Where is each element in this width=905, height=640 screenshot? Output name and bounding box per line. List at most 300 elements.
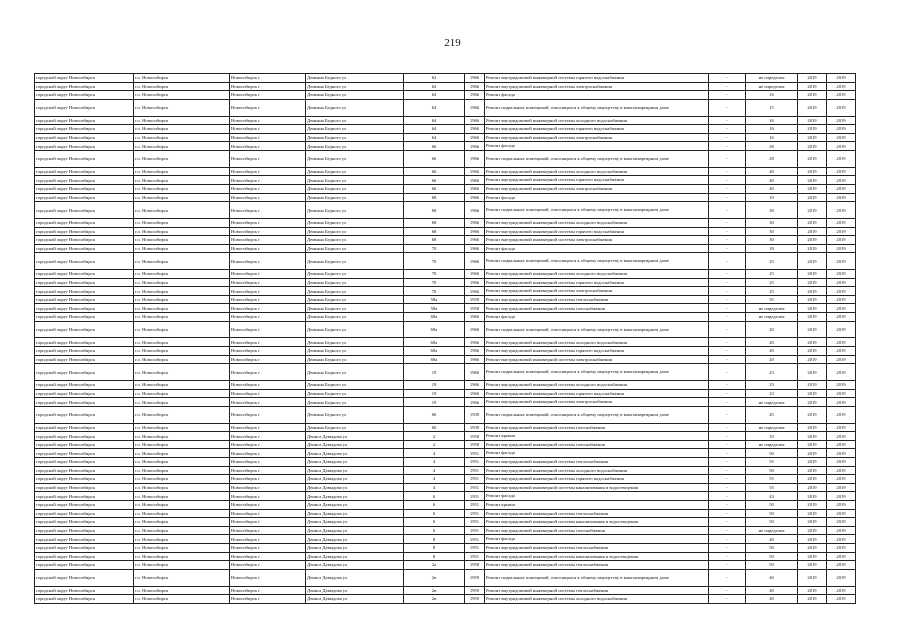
cost-cell: 50 bbox=[746, 466, 798, 475]
plan-year-end-cell: 2019 bbox=[827, 440, 856, 449]
table-row bbox=[35, 423, 856, 432]
plan-year-start-cell: 2019 bbox=[798, 125, 827, 134]
cost-cell: 16 bbox=[746, 133, 798, 142]
table-row bbox=[35, 82, 856, 91]
dash-cell: - bbox=[709, 595, 746, 604]
district-cell: городской округ Новосибирск bbox=[35, 176, 134, 185]
dash-cell: - bbox=[709, 338, 746, 347]
street-cell: Демьяна Бедного ул bbox=[306, 321, 404, 338]
district-cell: городской округ Новосибирск bbox=[35, 543, 134, 552]
plan-year-end-cell: 2019 bbox=[827, 552, 856, 561]
plan-year-start-cell: 2019 bbox=[798, 176, 827, 185]
dash-cell: - bbox=[709, 440, 746, 449]
house-number-cell: 4 bbox=[404, 457, 465, 466]
street-cell: Дениса Давыдова ул bbox=[306, 526, 404, 535]
work-type-cell: Ремонт внутридомовой инженерной системы электроснабжения bbox=[485, 133, 709, 142]
dash-cell: - bbox=[709, 295, 746, 304]
house-number-cell: 68 bbox=[404, 236, 465, 245]
district-cell: городской округ Новосибирск bbox=[35, 184, 134, 193]
plan-year-start-cell: 2019 bbox=[798, 193, 827, 202]
work-type-cell: Ремонт внутридомовой инженерной системы газоснабжения bbox=[485, 440, 709, 449]
plan-year-start-cell: 2019 bbox=[798, 244, 827, 253]
municipality-cell: г.о. Новосибирск bbox=[134, 406, 230, 423]
house-number-cell: 19 bbox=[404, 364, 465, 381]
municipality-cell: г.о. Новосибирск bbox=[134, 253, 230, 270]
city-cell: Новосибирск г bbox=[230, 483, 306, 492]
house-number-cell: 2в bbox=[404, 569, 465, 586]
house-number-cell: 8 bbox=[404, 552, 465, 561]
street-cell: Демьяна Бедного ул bbox=[306, 133, 404, 142]
city-cell: Новосибирск г bbox=[230, 552, 306, 561]
municipality-cell: г.о. Новосибирск bbox=[134, 270, 230, 279]
plan-year-end-cell: 2019 bbox=[827, 518, 856, 527]
work-type-cell: Ремонт внутридомовой инженерной системы холодного водоснабжения bbox=[485, 466, 709, 475]
district-cell: городской округ Новосибирск bbox=[35, 167, 134, 176]
district-cell: городской округ Новосибирск bbox=[35, 509, 134, 518]
table-row bbox=[35, 295, 856, 304]
district-cell: городской округ Новосибирск bbox=[35, 586, 134, 595]
plan-year-end-cell: 2019 bbox=[827, 321, 856, 338]
plan-year-end-cell: 2019 bbox=[827, 253, 856, 270]
build-year-cell: 1951 bbox=[465, 500, 485, 509]
work-type-cell: Ремонт внутридомовой инженерной системы холодного водоснабжения bbox=[485, 381, 709, 390]
district-cell: городской округ Новосибирск bbox=[35, 364, 134, 381]
cost-cell: 10 bbox=[746, 432, 798, 441]
table-row bbox=[35, 278, 856, 287]
work-type-cell: Ремонт внутридомовой инженерной системы электроснабжения bbox=[485, 287, 709, 296]
street-cell: Демьяна Бедного ул bbox=[306, 287, 404, 296]
municipality-cell: г.о. Новосибирск bbox=[134, 364, 230, 381]
build-year-cell: 1966 bbox=[465, 355, 485, 364]
plan-year-start-cell: 2019 bbox=[798, 270, 827, 279]
build-year-cell: 1966 bbox=[465, 227, 485, 236]
plan-year-start-cell: 2019 bbox=[798, 381, 827, 390]
house-number-cell: 62 bbox=[404, 82, 465, 91]
cost-cell: 16 bbox=[746, 116, 798, 125]
street-cell: Дениса Давыдова ул bbox=[306, 552, 404, 561]
dash-cell: - bbox=[709, 202, 746, 219]
dash-cell: - bbox=[709, 167, 746, 176]
plan-year-start-cell: 2019 bbox=[798, 457, 827, 466]
table-row bbox=[35, 535, 856, 544]
street-cell: Демьяна Бедного ул bbox=[306, 142, 404, 151]
district-cell: городской округ Новосибирск bbox=[35, 595, 134, 604]
plan-year-end-cell: 2019 bbox=[827, 278, 856, 287]
district-cell: городской округ Новосибирск bbox=[35, 347, 134, 356]
city-cell: Новосибирск г bbox=[230, 561, 306, 570]
dash-cell: - bbox=[709, 381, 746, 390]
house-number-cell: 64 bbox=[404, 91, 465, 100]
build-year-cell: 1959 bbox=[465, 586, 485, 595]
city-cell: Новосибирск г bbox=[230, 287, 306, 296]
dash-cell: - bbox=[709, 355, 746, 364]
district-cell: городской округ Новосибирск bbox=[35, 99, 134, 116]
build-year-cell: 1966 bbox=[465, 218, 485, 227]
city-cell: Новосибирск г bbox=[230, 355, 306, 364]
city-cell: Новосибирск г bbox=[230, 475, 306, 484]
build-year-cell: 1939 bbox=[465, 406, 485, 423]
plan-year-end-cell: 2019 bbox=[827, 202, 856, 219]
plan-year-start-cell: 2019 bbox=[798, 99, 827, 116]
street-cell: Демьяна Бедного ул bbox=[306, 364, 404, 381]
city-cell: Новосибирск г bbox=[230, 595, 306, 604]
work-type-cell: Ремонт внутридомовой инженерной системы холодного водоснабжения bbox=[485, 338, 709, 347]
work-type-cell: Ремонт внутридомовой инженерной системы электроснабжения bbox=[485, 184, 709, 193]
table-row bbox=[35, 543, 856, 552]
dash-cell: - bbox=[709, 142, 746, 151]
work-type-cell: Ремонт внутридомовой инженерной системы холодного водоснабжения bbox=[485, 595, 709, 604]
house-number-cell: 64 bbox=[404, 125, 465, 134]
city-cell: Новосибирск г bbox=[230, 338, 306, 347]
work-type-cell: Ремонт внутридомовой инженерной системы теплоснабжения bbox=[485, 543, 709, 552]
house-number-cell: 62 bbox=[404, 74, 465, 83]
city-cell: Новосибирск г bbox=[230, 202, 306, 219]
plan-year-start-cell: 2019 bbox=[798, 492, 827, 501]
district-cell: городской округ Новосибирск bbox=[35, 244, 134, 253]
municipality-cell: г.о. Новосибирск bbox=[134, 475, 230, 484]
city-cell: Новосибирск г bbox=[230, 150, 306, 167]
plan-year-end-cell: 2019 bbox=[827, 398, 856, 407]
house-number-cell: 66 bbox=[404, 167, 465, 176]
plan-year-start-cell: 2019 bbox=[798, 227, 827, 236]
cost-cell: 50 bbox=[746, 543, 798, 552]
city-cell: Новосибирск г bbox=[230, 543, 306, 552]
dash-cell: - bbox=[709, 389, 746, 398]
district-cell: городской округ Новосибирск bbox=[35, 406, 134, 423]
build-year-cell: 1951 bbox=[465, 543, 485, 552]
plan-year-end-cell: 2019 bbox=[827, 381, 856, 390]
street-cell: Демьяна Бедного ул bbox=[306, 347, 404, 356]
dash-cell: - bbox=[709, 278, 746, 287]
table-row bbox=[35, 381, 856, 390]
house-number-cell: 68а bbox=[404, 313, 465, 322]
work-type-cell: Ремонт внутридомовой инженерной системы электроснабжения bbox=[485, 355, 709, 364]
plan-year-start-cell: 2019 bbox=[798, 218, 827, 227]
street-cell: Дениса Давыдова ул bbox=[306, 466, 404, 475]
table-row bbox=[35, 526, 856, 535]
plan-year-end-cell: 2019 bbox=[827, 125, 856, 134]
dash-cell: - bbox=[709, 526, 746, 535]
house-number-cell: 2 bbox=[404, 432, 465, 441]
build-year-cell: 1966 bbox=[465, 184, 485, 193]
plan-year-start-cell: 2019 bbox=[798, 423, 827, 432]
municipality-cell: г.о. Новосибирск bbox=[134, 561, 230, 570]
work-type-cell: Ремонт фасада bbox=[485, 492, 709, 501]
house-number-cell: 19 bbox=[404, 398, 465, 407]
build-year-cell: 1966 bbox=[465, 125, 485, 134]
house-number-cell: 66 bbox=[404, 176, 465, 185]
work-type-cell: Ремонт подвальных помещений, относящихся к общему имуществу в многоквартирном доме bbox=[485, 406, 709, 423]
municipality-cell: г.о. Новосибирск bbox=[134, 569, 230, 586]
dash-cell: - bbox=[709, 133, 746, 142]
build-year-cell: 1966 bbox=[465, 364, 485, 381]
table-row bbox=[35, 561, 856, 570]
table-row bbox=[35, 432, 856, 441]
table-row bbox=[35, 518, 856, 527]
cost-cell: 50 bbox=[746, 561, 798, 570]
municipality-cell: г.о. Новосибирск bbox=[134, 509, 230, 518]
dash-cell: - bbox=[709, 457, 746, 466]
table-row bbox=[35, 364, 856, 381]
plan-year-start-cell: 2019 bbox=[798, 595, 827, 604]
plan-year-end-cell: 2019 bbox=[827, 227, 856, 236]
city-cell: Новосибирск г bbox=[230, 569, 306, 586]
street-cell: Демьяна Бедного ул bbox=[306, 74, 404, 83]
street-cell: Демьяна Бедного ул bbox=[306, 253, 404, 270]
dash-cell: - bbox=[709, 406, 746, 423]
cost-cell: 25 bbox=[746, 270, 798, 279]
street-cell: Дениса Давыдова ул bbox=[306, 483, 404, 492]
build-year-cell: 1966 bbox=[465, 193, 485, 202]
district-cell: городской округ Новосибирск bbox=[35, 389, 134, 398]
city-cell: Новосибирск г bbox=[230, 518, 306, 527]
municipality-cell: г.о. Новосибирск bbox=[134, 218, 230, 227]
house-number-cell: 68 bbox=[404, 202, 465, 219]
municipality-cell: г.о. Новосибирск bbox=[134, 278, 230, 287]
street-cell: Дениса Давыдова ул bbox=[306, 457, 404, 466]
work-type-cell: Ремонт внутридомовой инженерной системы теплоснабжения bbox=[485, 561, 709, 570]
table-row bbox=[35, 116, 856, 125]
municipality-cell: г.о. Новосибирск bbox=[134, 543, 230, 552]
plan-year-end-cell: 2019 bbox=[827, 218, 856, 227]
plan-year-start-cell: 2019 bbox=[798, 475, 827, 484]
table-row bbox=[35, 176, 856, 185]
plan-year-start-cell: 2019 bbox=[798, 466, 827, 475]
plan-year-start-cell: 2019 bbox=[798, 440, 827, 449]
district-cell: городской округ Новосибирск bbox=[35, 475, 134, 484]
plan-year-end-cell: 2019 bbox=[827, 304, 856, 313]
table-row bbox=[35, 338, 856, 347]
build-year-cell: 1966 bbox=[465, 99, 485, 116]
district-cell: городской округ Новосибирск bbox=[35, 304, 134, 313]
work-type-cell: Ремонт подвальных помещений, относящихся к общему имуществу в многоквартирном доме bbox=[485, 364, 709, 381]
city-cell: Новосибирск г bbox=[230, 236, 306, 245]
dash-cell: - bbox=[709, 509, 746, 518]
plan-year-end-cell: 2019 bbox=[827, 432, 856, 441]
house-number-cell: 19 bbox=[404, 381, 465, 390]
dash-cell: - bbox=[709, 313, 746, 322]
city-cell: Новосибирск г bbox=[230, 99, 306, 116]
city-cell: Новосибирск г bbox=[230, 176, 306, 185]
work-type-cell: Ремонт внутридомовой инженерной системы горячего водоснабжения bbox=[485, 125, 709, 134]
dash-cell: - bbox=[709, 116, 746, 125]
plan-year-start-cell: 2019 bbox=[798, 82, 827, 91]
street-cell: Демьяна Бедного ул bbox=[306, 278, 404, 287]
district-cell: городской округ Новосибирск bbox=[35, 295, 134, 304]
plan-year-end-cell: 2019 bbox=[827, 142, 856, 151]
street-cell: Дениса Давыдова ул bbox=[306, 449, 404, 458]
dash-cell: - bbox=[709, 364, 746, 381]
plan-year-end-cell: 2019 bbox=[827, 347, 856, 356]
plan-year-end-cell: 2019 bbox=[827, 509, 856, 518]
municipality-cell: г.о. Новосибирск bbox=[134, 244, 230, 253]
dash-cell: - bbox=[709, 492, 746, 501]
city-cell: Новосибирск г bbox=[230, 406, 306, 423]
city-cell: Новосибирск г bbox=[230, 142, 306, 151]
city-cell: Новосибирск г bbox=[230, 457, 306, 466]
city-cell: Новосибирск г bbox=[230, 227, 306, 236]
work-type-cell: Ремонт внутридомовой инженерной системы холодного водоснабжения bbox=[485, 167, 709, 176]
house-number-cell: 68 bbox=[404, 227, 465, 236]
municipality-cell: г.о. Новосибирск bbox=[134, 500, 230, 509]
house-number-cell: 70 bbox=[404, 244, 465, 253]
work-type-cell: Ремонт внутридомовой инженерной системы горячего водоснабжения bbox=[485, 176, 709, 185]
work-type-cell: Ремонт внутридомовой инженерной системы горячего водоснабжения bbox=[485, 227, 709, 236]
city-cell: Новосибирск г bbox=[230, 364, 306, 381]
build-year-cell: 1966 bbox=[465, 150, 485, 167]
plan-year-start-cell: 2019 bbox=[798, 432, 827, 441]
city-cell: Новосибирск г bbox=[230, 449, 306, 458]
city-cell: Новосибирск г bbox=[230, 432, 306, 441]
street-cell: Дениса Давыдова ул bbox=[306, 492, 404, 501]
house-number-cell: 68а bbox=[404, 355, 465, 364]
dash-cell: - bbox=[709, 82, 746, 91]
city-cell: Новосибирск г bbox=[230, 193, 306, 202]
plan-year-end-cell: 2019 bbox=[827, 270, 856, 279]
build-year-cell: 1951 bbox=[465, 552, 485, 561]
municipality-cell: г.о. Новосибирск bbox=[134, 287, 230, 296]
house-number-cell: 4 bbox=[404, 449, 465, 458]
district-cell: городской округ Новосибирск bbox=[35, 227, 134, 236]
build-year-cell: 1958 bbox=[465, 304, 485, 313]
table-row bbox=[35, 389, 856, 398]
street-cell: Демьяна Бедного ул bbox=[306, 406, 404, 423]
plan-year-end-cell: 2019 bbox=[827, 133, 856, 142]
house-number-cell: 66 bbox=[404, 142, 465, 151]
street-cell: Демьяна Бедного ул bbox=[306, 99, 404, 116]
district-cell: городской округ Новосибирск bbox=[35, 253, 134, 270]
district-cell: городской округ Новосибирск bbox=[35, 82, 134, 91]
cost-cell: 25 bbox=[746, 278, 798, 287]
municipality-cell: г.о. Новосибирск bbox=[134, 304, 230, 313]
municipality-cell: г.о. Новосибирск bbox=[134, 518, 230, 527]
street-cell: Демьяна Бедного ул bbox=[306, 193, 404, 202]
municipality-cell: г.о. Новосибирск bbox=[134, 193, 230, 202]
city-cell: Новосибирск г bbox=[230, 253, 306, 270]
plan-year-start-cell: 2019 bbox=[798, 347, 827, 356]
work-type-cell: Ремонт внутридомовой инженерной системы теплоснабжения bbox=[485, 509, 709, 518]
plan-year-start-cell: 2019 bbox=[798, 509, 827, 518]
cost-cell: 30 bbox=[746, 227, 798, 236]
cost-cell: 20 bbox=[746, 347, 798, 356]
municipality-cell: г.о. Новосибирск bbox=[134, 321, 230, 338]
district-cell: городской округ Новосибирск bbox=[35, 381, 134, 390]
plan-year-end-cell: 2019 bbox=[827, 91, 856, 100]
street-cell: Демьяна Бедного ул bbox=[306, 338, 404, 347]
city-cell: Новосибирск г bbox=[230, 466, 306, 475]
plan-year-end-cell: 2019 bbox=[827, 176, 856, 185]
plan-year-start-cell: 2019 bbox=[798, 518, 827, 527]
dash-cell: - bbox=[709, 176, 746, 185]
work-type-cell: Ремонт внутридомовой инженерной системы горячего водоснабжения bbox=[485, 74, 709, 83]
district-cell: городской округ Новосибирск bbox=[35, 432, 134, 441]
plan-year-start-cell: 2019 bbox=[798, 449, 827, 458]
plan-year-start-cell: 2019 bbox=[798, 355, 827, 364]
municipality-cell: г.о. Новосибирск bbox=[134, 595, 230, 604]
plan-year-start-cell: 2019 bbox=[798, 91, 827, 100]
build-year-cell: 1939 bbox=[465, 423, 485, 432]
house-number-cell: 58а bbox=[404, 295, 465, 304]
plan-year-end-cell: 2019 bbox=[827, 364, 856, 381]
dash-cell: - bbox=[709, 184, 746, 193]
work-type-cell: Ремонт внутридомовой инженерной системы теплоснабжения bbox=[485, 457, 709, 466]
work-type-cell: Ремонт внутридомовой инженерной системы холодного водоснабжения bbox=[485, 218, 709, 227]
dash-cell: - bbox=[709, 244, 746, 253]
table-row bbox=[35, 125, 856, 134]
cost-cell: 10 bbox=[746, 193, 798, 202]
street-cell: Демьяна Бедного ул bbox=[306, 202, 404, 219]
dash-cell: - bbox=[709, 227, 746, 236]
cost-cell: 16 bbox=[746, 91, 798, 100]
work-type-cell: Ремонт фасада bbox=[485, 535, 709, 544]
table-row bbox=[35, 167, 856, 176]
dash-cell: - bbox=[709, 543, 746, 552]
cost-cell: не определен bbox=[746, 440, 798, 449]
city-cell: Новосибирск г bbox=[230, 270, 306, 279]
plan-year-end-cell: 2019 bbox=[827, 423, 856, 432]
build-year-cell: 1966 bbox=[465, 313, 485, 322]
street-cell: Демьяна Бедного ул bbox=[306, 227, 404, 236]
plan-year-start-cell: 2019 bbox=[798, 150, 827, 167]
table-row bbox=[35, 347, 856, 356]
house-number-cell: 58а bbox=[404, 304, 465, 313]
street-cell: Демьяна Бедного ул bbox=[306, 270, 404, 279]
street-cell: Демьяна Бедного ул bbox=[306, 167, 404, 176]
street-cell: Демьяна Бедного ул bbox=[306, 304, 404, 313]
house-number-cell: 68а bbox=[404, 321, 465, 338]
plan-year-end-cell: 2019 bbox=[827, 526, 856, 535]
street-cell: Демьяна Бедного ул bbox=[306, 236, 404, 245]
municipality-cell: г.о. Новосибирск bbox=[134, 236, 230, 245]
street-cell: Демьяна Бедного ул bbox=[306, 355, 404, 364]
plan-year-start-cell: 2019 bbox=[798, 313, 827, 322]
house-number-cell: 6 bbox=[404, 518, 465, 527]
table-row bbox=[35, 313, 856, 322]
city-cell: Новосибирск г bbox=[230, 586, 306, 595]
dash-cell: - bbox=[709, 423, 746, 432]
dash-cell: - bbox=[709, 193, 746, 202]
cost-cell: 45 bbox=[746, 406, 798, 423]
build-year-cell: 1958 bbox=[465, 432, 485, 441]
dash-cell: - bbox=[709, 125, 746, 134]
table-row bbox=[35, 569, 856, 586]
street-cell: Дениса Давыдова ул bbox=[306, 586, 404, 595]
table-row bbox=[35, 595, 856, 604]
dash-cell: - bbox=[709, 347, 746, 356]
dash-cell: - bbox=[709, 449, 746, 458]
plan-year-end-cell: 2019 bbox=[827, 569, 856, 586]
plan-year-start-cell: 2019 bbox=[798, 406, 827, 423]
street-cell: Дениса Давыдова ул bbox=[306, 475, 404, 484]
build-year-cell: 1966 bbox=[465, 398, 485, 407]
house-number-cell: 4 bbox=[404, 483, 465, 492]
table-row bbox=[35, 457, 856, 466]
plan-year-end-cell: 2019 bbox=[827, 406, 856, 423]
municipality-cell: г.о. Новосибирск bbox=[134, 176, 230, 185]
municipality-cell: г.о. Новосибирск bbox=[134, 449, 230, 458]
house-number-cell: 64 bbox=[404, 99, 465, 116]
plan-year-start-cell: 2019 bbox=[798, 278, 827, 287]
district-cell: городской округ Новосибирск bbox=[35, 466, 134, 475]
page-number: 219 bbox=[444, 37, 461, 49]
table-row bbox=[35, 99, 856, 116]
table-row bbox=[35, 287, 856, 296]
table-row bbox=[35, 227, 856, 236]
plan-year-end-cell: 2019 bbox=[827, 457, 856, 466]
work-type-cell: Ремонт фасада bbox=[485, 142, 709, 151]
plan-year-start-cell: 2019 bbox=[798, 142, 827, 151]
plan-year-start-cell: 2019 bbox=[798, 74, 827, 83]
